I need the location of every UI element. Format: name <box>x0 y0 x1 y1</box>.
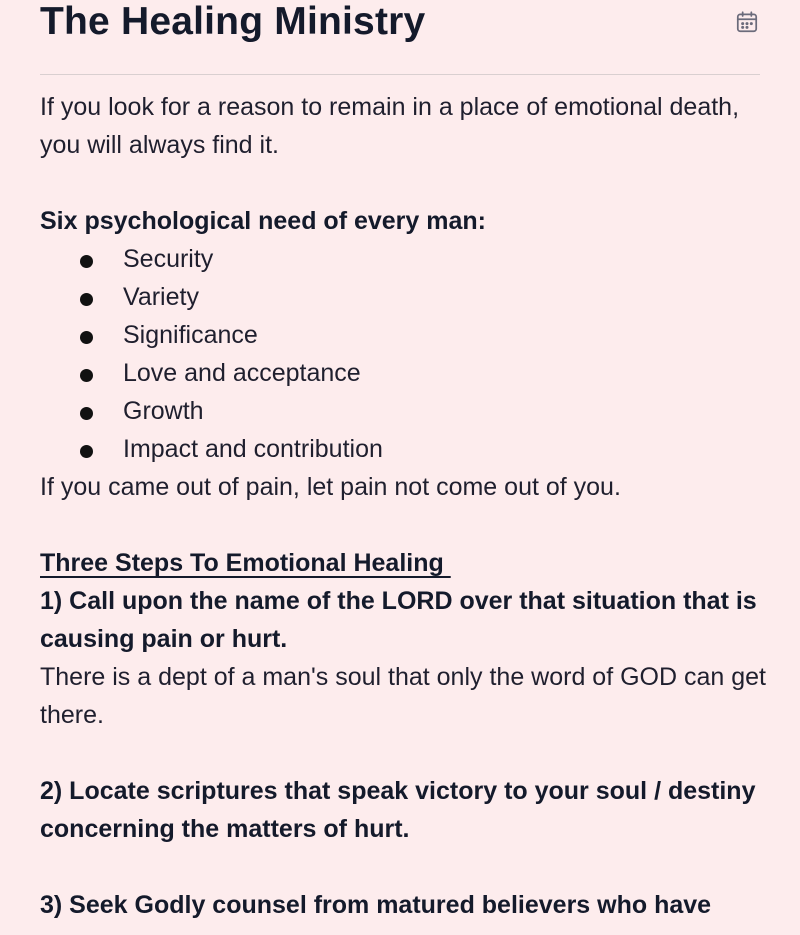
note-header <box>40 0 760 75</box>
list-item <box>40 392 770 430</box>
list-item-label: Variety <box>123 283 199 311</box>
calendar-icon <box>734 9 760 35</box>
pain-paragraph: If you came out of pain, let pain not come out of you. <box>40 473 621 501</box>
step-1-title: 1) Call upon the name of the LORD over that situation that is causing pain or hurt. <box>40 587 757 653</box>
list-item-label: Impact and contribution <box>123 435 383 463</box>
step-3-title: 3) Seek Godly counsel from matured believers who have <box>40 891 712 919</box>
list-item-label: Love and acceptance <box>123 359 361 387</box>
needs-list <box>40 240 770 468</box>
blank-line <box>40 848 770 886</box>
list-item-label: Significance <box>123 321 258 349</box>
steps-heading: Three Steps To Emotional Healing <box>40 549 451 577</box>
needs-heading: Six psychological need of every man: <box>40 207 486 235</box>
list-item <box>40 278 770 316</box>
list-item <box>40 354 770 392</box>
calendar-button[interactable] <box>734 9 760 35</box>
step-1-body: There is a dept of a man's soul that only the word of GOD can get there. <box>40 663 766 729</box>
blank-line <box>40 506 770 544</box>
note-body[interactable] <box>40 88 770 924</box>
note-title: The Healing Ministry <box>40 0 426 43</box>
step-2-title: 2) Locate scriptures that speak victory to your soul / destiny concerning the matters of hurt. <box>40 777 756 843</box>
bullet-icon <box>80 331 93 344</box>
intro-paragraph: If you look for a reason to remain in a place of emotional death, you will always find it. <box>40 93 740 159</box>
bullet-icon <box>80 445 93 458</box>
bullet-icon <box>80 407 93 420</box>
list-item-label: Security <box>123 245 214 273</box>
list-item <box>40 240 770 278</box>
bullet-icon <box>80 293 93 306</box>
blank-line <box>40 164 770 202</box>
list-item <box>40 430 770 468</box>
bullet-icon <box>80 255 93 268</box>
list-item-label: Growth <box>123 397 204 425</box>
bullet-icon <box>80 369 93 382</box>
list-item <box>40 316 770 354</box>
blank-line <box>40 734 770 772</box>
